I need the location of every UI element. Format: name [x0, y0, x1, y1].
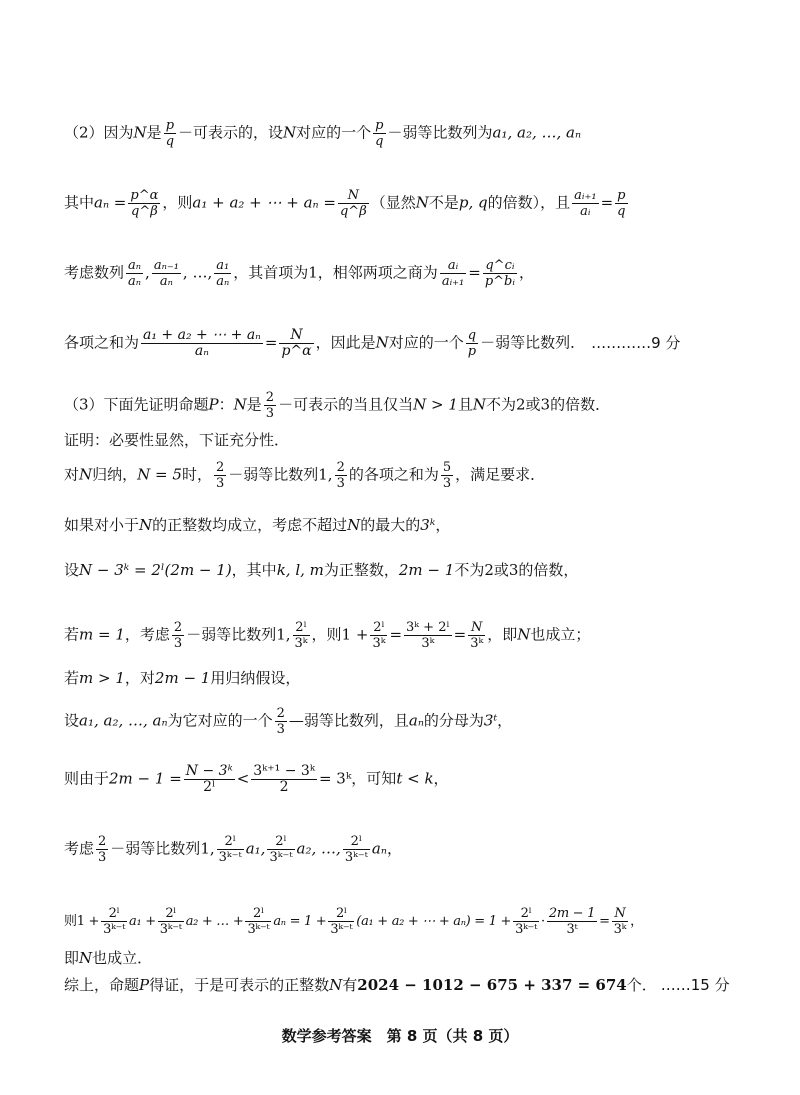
- text: 对应的一个: [388, 333, 464, 352]
- math-var: N: [79, 465, 93, 484]
- fraction: [158, 906, 184, 937]
- fraction: [245, 906, 271, 937]
- math-expr: a₂ + … +: [185, 914, 244, 929]
- text: 设: [64, 711, 80, 730]
- numerator: 2: [98, 834, 107, 849]
- denominator: 3ᵏ: [613, 922, 627, 937]
- math-expr: a₁,: [245, 839, 266, 858]
- numerator: aᵢ₊₁: [574, 188, 597, 203]
- math-expr: 2m − 1 =: [109, 769, 182, 788]
- fraction: [441, 460, 453, 491]
- math-symbol: =: [264, 333, 278, 352]
- part2-line3: 考虑数列 $\frac{\text{aₙ}}{\text{aₙ}}$ , $\frac{\text{aₙ₋₁}}{\text{aₙ}}$ , …, $\frac{\text{a₁}}{\text{aₙ}}$ ，其首项为1，相邻两项之商为 $\frac{\text{aᵢ}}{\text{aᵢ₊₁}}$ = $\frac{\text{q\textasciicircum{}cᵢ}}{\text{p\textasciicircum{}bᵢ}}$ ，: [64, 258, 535, 289]
- text: 为正整数，: [323, 561, 399, 579]
- numerator: aᵢ: [447, 258, 459, 273]
- numerator: q: [467, 328, 477, 343]
- fraction: [267, 834, 294, 865]
- part2-line4: [64, 328, 744, 359]
- part3-line8: [64, 515, 744, 535]
- fraction: [373, 118, 385, 149]
- part3-line14: [64, 834, 744, 865]
- math-expr: aₙ: [371, 839, 387, 858]
- text: 对: [64, 465, 80, 484]
- fraction: [126, 258, 143, 289]
- denominator: 3ᵗ: [547, 921, 597, 937]
- text: 考虑: [64, 839, 95, 858]
- numerator: 2m − 1: [548, 906, 596, 921]
- part3-line11: [64, 668, 744, 688]
- math-expr: N − 3ᵏ = 2ˡ(2m − 1): [79, 561, 232, 579]
- text: 则由于: [64, 769, 110, 788]
- text: 其中: [64, 193, 95, 212]
- fraction: [275, 706, 287, 737]
- numerator: N − 3ᵏ: [185, 763, 233, 779]
- text: ，考虑: [124, 625, 170, 644]
- math-symbol: =: [389, 625, 403, 644]
- numerator: a₁: [216, 258, 230, 273]
- text: 的倍数），且: [487, 193, 571, 212]
- math-var: N: [517, 625, 531, 644]
- numerator: 2: [173, 620, 183, 635]
- page-footer: 数学参考答案 第 8 页（共 8 页）: [281, 1027, 519, 1045]
- math-var: P: [208, 395, 219, 414]
- math-var: P: [139, 976, 150, 994]
- math-var: N: [79, 949, 93, 967]
- text: －可表示的，设: [178, 123, 284, 142]
- math-expr: 1,: [200, 839, 215, 858]
- text: 不为2或3的倍数，: [454, 561, 579, 579]
- math-var: N: [347, 516, 361, 534]
- text: －弱等比数列．: [480, 333, 586, 352]
- denominator: 3ᵏ: [372, 636, 386, 651]
- math-expr: 1 +: [341, 625, 369, 644]
- math-expr: N = 5: [137, 465, 182, 484]
- text: ，满足要求．: [455, 465, 546, 484]
- denominator: 3ᵏ⁻ᵗ: [344, 850, 368, 865]
- math-expr: 1,: [318, 465, 333, 484]
- fraction: [96, 834, 108, 865]
- denominator: 3ᵏ⁻ᵗ: [330, 922, 353, 937]
- math-var: N: [133, 123, 147, 142]
- text: 若: [64, 625, 80, 644]
- numerator: 2ˡ: [108, 906, 120, 921]
- math-expr: a₁, a₂, …, aₙ: [492, 123, 582, 142]
- fraction: [101, 906, 127, 937]
- denominator: aₙ: [216, 274, 230, 289]
- numerator: 2ˡ: [373, 620, 385, 635]
- math-expr: a₁ +: [129, 914, 156, 929]
- fraction: [468, 620, 485, 651]
- fraction: [335, 460, 347, 491]
- denominator: 3ᵏ⁻ᵗ: [247, 922, 270, 937]
- numerator: N: [614, 906, 626, 921]
- math-expr: p, q: [458, 193, 488, 212]
- math-expr: 3ᵗ: [483, 711, 498, 730]
- numerator: p: [165, 118, 175, 133]
- text: 且: [457, 395, 473, 414]
- text: 的最大的: [360, 516, 421, 534]
- text: 考虑数列: [64, 263, 125, 282]
- part3-line16: [64, 948, 744, 968]
- fraction: [370, 620, 387, 651]
- numerator: 2: [336, 460, 345, 475]
- fraction: [214, 460, 226, 491]
- text: （3）下面先证明命题: [64, 395, 209, 414]
- denominator: q: [375, 134, 384, 149]
- numerator: 2ˡ: [520, 906, 532, 921]
- fraction: [141, 328, 263, 359]
- part3-line9: [64, 560, 744, 580]
- text: ，: [386, 839, 402, 858]
- text: 若: [64, 669, 80, 687]
- denominator: q^β: [128, 203, 160, 219]
- part3-line5: [64, 390, 744, 421]
- part2-line1: [64, 118, 744, 149]
- text: 即: [64, 949, 80, 967]
- text: ：: [218, 395, 234, 414]
- fraction: [164, 118, 176, 149]
- numerator: 2ˡ: [165, 906, 177, 921]
- text: 的各项之和为: [348, 465, 439, 484]
- numerator: N: [471, 620, 483, 635]
- math-var: N: [283, 123, 297, 142]
- part3-line17: [64, 975, 744, 995]
- fraction: [184, 764, 235, 795]
- numerator: 5: [442, 460, 452, 475]
- denominator: 3ᵏ⁻ᵗ: [103, 922, 125, 937]
- numerator: p^α: [130, 188, 159, 203]
- score-marker: …………9 分: [591, 333, 681, 352]
- denominator: aₙ: [141, 343, 263, 359]
- part3-line10: [64, 620, 744, 651]
- text: 如果对小于: [64, 516, 140, 534]
- numerator: 3ᵏ⁺¹ − 3ᵏ: [253, 763, 315, 779]
- part3-line15: [64, 906, 744, 937]
- math-symbol: ·: [541, 914, 545, 929]
- proof-intro: 证明：必要性显然，下证充分性．: [64, 431, 290, 449]
- part3-line13: [64, 764, 744, 795]
- numerator: a₁ + a₂ + ⋯ + aₙ: [143, 327, 261, 343]
- fraction: [264, 390, 276, 421]
- numerator: 2ˡ: [252, 906, 264, 921]
- text: 各项之和为: [64, 333, 140, 352]
- fraction: [404, 620, 452, 651]
- fraction: [279, 328, 313, 359]
- math-expr: a₁, a₂, …, aₙ: [79, 711, 168, 730]
- math-symbol: =: [453, 625, 467, 644]
- score-marker: ……15 分: [660, 976, 730, 994]
- text: 的分母为: [423, 711, 484, 730]
- text: 有: [342, 976, 358, 994]
- text: ，则: [162, 193, 193, 212]
- math-expr: 1,: [276, 625, 291, 644]
- text: 得证，于是可表示的正整数: [149, 976, 330, 994]
- math-expr: 3ᵏ: [420, 516, 436, 534]
- text: ，: [433, 769, 449, 788]
- fraction: [214, 258, 231, 289]
- text: ，可知: [351, 769, 397, 788]
- fraction: [293, 620, 310, 651]
- text: －可表示的当且仅当: [278, 395, 414, 414]
- fraction: [128, 188, 160, 219]
- numerator: 2ˡ: [224, 834, 236, 849]
- math-expr: a₁ + a₂ + ⋯ + aₙ =: [192, 193, 336, 212]
- math-expr: (a₁ + a₂ + ⋯ + aₙ) = 1 +: [356, 914, 512, 929]
- math-var: N: [415, 193, 429, 212]
- text: 不是: [428, 193, 459, 212]
- numerator: N: [290, 327, 303, 343]
- numerator: q^cᵢ: [485, 258, 515, 273]
- numerator: p: [375, 118, 384, 133]
- math-expr: m > 1: [79, 669, 125, 687]
- part3-line6: [64, 430, 744, 450]
- text: ，: [630, 914, 643, 929]
- text: ，因此是: [315, 333, 376, 352]
- denominator: 3ᵏ: [470, 636, 484, 651]
- fraction: [172, 620, 184, 651]
- denominator: aᵢ: [572, 203, 598, 219]
- math-expr: t < k: [396, 769, 434, 788]
- text: ，则: [311, 625, 342, 644]
- math-expr: aₙ = 1 +: [273, 914, 327, 929]
- text: －弱等比数列: [186, 625, 277, 644]
- math-expr: m = 1: [79, 625, 125, 644]
- denominator: 3ᵏ: [404, 635, 452, 651]
- text: ，其首项为1，相邻两项之商为: [233, 263, 438, 282]
- text: 个．: [626, 976, 657, 994]
- denominator: 3ᵏ⁻ᵗ: [269, 850, 293, 865]
- text: （显然: [370, 193, 416, 212]
- fraction: [513, 906, 539, 937]
- part3-line12: [64, 706, 744, 737]
- numerator: 3ᵏ + 2ˡ: [406, 620, 450, 635]
- math-symbol: =: [468, 263, 481, 282]
- text: 则: [64, 914, 77, 929]
- fraction: [251, 764, 317, 795]
- math-symbol: , …,: [182, 263, 213, 282]
- text: ，: [497, 711, 513, 730]
- math-expr: k, l, m: [276, 561, 324, 579]
- text: 设: [64, 561, 80, 579]
- denominator: p: [467, 344, 477, 359]
- fraction: [547, 906, 597, 937]
- math-var: N: [375, 333, 389, 352]
- text: －弱等比数列: [110, 839, 201, 858]
- text: （2）因为: [64, 123, 134, 142]
- text: —弱等比数列，且: [288, 711, 409, 730]
- part3-line7: [64, 460, 744, 491]
- text: 的正整数均成立，考虑不超过: [152, 516, 348, 534]
- text: 时，: [181, 465, 212, 484]
- text: ，即: [487, 625, 518, 644]
- math-var: N: [139, 516, 153, 534]
- math-expr: N > 1: [413, 395, 458, 414]
- part2-line2: [64, 188, 744, 219]
- fraction: [572, 188, 598, 219]
- numerator: aₙ: [128, 258, 142, 273]
- text: 是: [146, 123, 162, 142]
- math-symbol: <: [236, 769, 250, 788]
- math-expr: = 3ᵏ: [318, 769, 352, 788]
- fraction: [343, 834, 370, 865]
- math-var: N: [233, 395, 247, 414]
- numerator: p: [617, 188, 626, 203]
- denominator: q: [165, 134, 175, 149]
- numerator: N: [347, 188, 360, 203]
- math-symbol: =: [599, 914, 610, 929]
- text: 归纳，: [92, 465, 138, 484]
- fraction: [328, 906, 354, 937]
- numerator: 2ˡ: [335, 906, 347, 921]
- text: ，: [519, 263, 535, 282]
- denominator: 3: [336, 476, 345, 491]
- fraction: [483, 258, 517, 289]
- math-expr: aₙ =: [94, 193, 127, 212]
- fraction: [440, 258, 466, 289]
- denominator: aᵢ₊₁: [441, 274, 465, 289]
- math-expr: 2024 − 1012 − 675 + 337 = 674: [357, 976, 627, 994]
- denominator: aₙ: [128, 274, 142, 289]
- math-var: N: [472, 395, 487, 414]
- text: 是: [246, 395, 262, 414]
- math-expr: 2m − 1: [154, 669, 211, 687]
- text: ，其中: [231, 561, 277, 579]
- text: ，对: [124, 669, 155, 687]
- numerator: 2: [215, 460, 225, 475]
- math-var: N: [329, 976, 343, 994]
- denominator: 3ᵏ⁻ᵗ: [159, 922, 182, 937]
- text: 综上，命题: [64, 976, 140, 994]
- fraction: [338, 188, 369, 219]
- denominator: 3ᵏ⁻ᵗ: [218, 850, 242, 865]
- denominator: 3ᵏ⁻ᵗ: [515, 922, 537, 937]
- text: －弱等比数列: [228, 465, 319, 484]
- fraction: [466, 328, 478, 359]
- denominator: q: [617, 204, 626, 219]
- fraction: [217, 834, 244, 865]
- text: －弱等比数列为: [387, 123, 493, 142]
- denominator: 3: [215, 476, 225, 491]
- text: 对应的一个: [296, 123, 372, 142]
- math-expr: aₙ: [408, 711, 424, 730]
- denominator: 3ᵏ: [294, 636, 308, 651]
- denominator: 3: [442, 476, 452, 491]
- denominator: 3: [265, 406, 275, 421]
- numerator: 2: [276, 706, 285, 721]
- text: ，: [435, 516, 451, 534]
- denominator: 2: [251, 779, 317, 795]
- numerator: aₙ₋₁: [153, 258, 179, 273]
- fraction: [152, 258, 181, 289]
- math-expr: a₂, …,: [296, 839, 341, 858]
- denominator: 2ˡ: [184, 779, 235, 795]
- fraction: [615, 188, 627, 219]
- text: 用归纳假设，: [210, 669, 301, 687]
- denominator: aₙ: [152, 273, 181, 289]
- math-expr: 2m − 1: [398, 561, 455, 579]
- denominator: 3: [276, 722, 285, 737]
- math-symbol: =: [600, 193, 614, 212]
- numerator: 2ˡ: [350, 834, 363, 849]
- fraction: [612, 906, 628, 937]
- denominator: p^α: [281, 343, 312, 359]
- numerator: 2ˡ: [295, 620, 307, 635]
- numerator: 2: [265, 390, 275, 405]
- math-expr: 1 +: [76, 914, 100, 929]
- text: 也成立；: [530, 625, 591, 644]
- denominator: 3: [173, 636, 183, 651]
- text: 不为2或3的倍数．: [486, 395, 611, 414]
- text: 为它对应的一个: [167, 711, 273, 730]
- text: 也成立．: [92, 949, 153, 967]
- denominator: 3: [98, 850, 107, 865]
- numerator: 2ˡ: [275, 834, 287, 849]
- denominator: q^β: [339, 204, 367, 219]
- denominator: p^bᵢ: [484, 274, 515, 289]
